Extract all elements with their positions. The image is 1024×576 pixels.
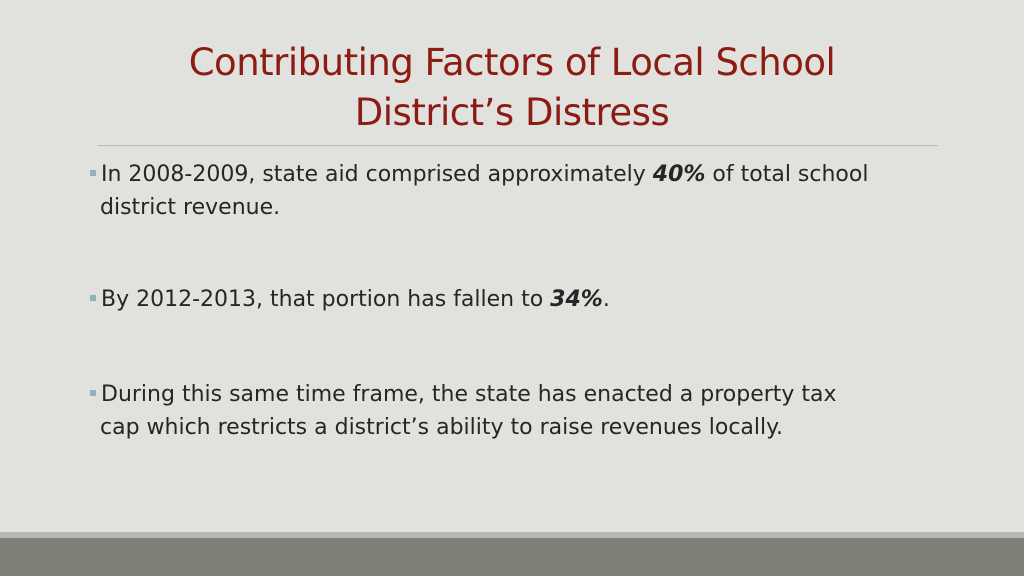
bullet-item-1	[90, 158, 950, 224]
bullet-item-3	[90, 378, 950, 444]
bullet-1-text-end: of total school	[705, 162, 869, 187]
title-divider	[98, 145, 938, 146]
bullet-2-text: By 2012-2013, that portion has fallen to	[101, 287, 551, 312]
bullet-1-text: In 2008-2009, state aid comprised approximately	[101, 162, 653, 187]
title-line-1: Contributing Factors of Local School	[188, 41, 836, 84]
bullet-3-text: During this same time frame, the state has enacted a property tax	[101, 382, 837, 407]
slide-title	[60, 38, 964, 138]
square-bullet-icon	[90, 390, 96, 396]
footer-band	[0, 538, 1024, 576]
bullet-item-2	[90, 283, 950, 316]
bullet-2-emphasis: 34%	[550, 287, 603, 312]
bullet-2-text-end: .	[602, 287, 610, 312]
bullet-1-emphasis: 40%	[652, 162, 706, 187]
title-line-2: District’s Distress	[354, 91, 670, 134]
bullet-3-continuation: cap which restricts a district’s ability to raise revenues locally.	[100, 415, 784, 440]
bullet-1-continuation: district revenue.	[100, 195, 281, 220]
square-bullet-icon	[90, 170, 96, 176]
square-bullet-icon	[90, 295, 96, 301]
